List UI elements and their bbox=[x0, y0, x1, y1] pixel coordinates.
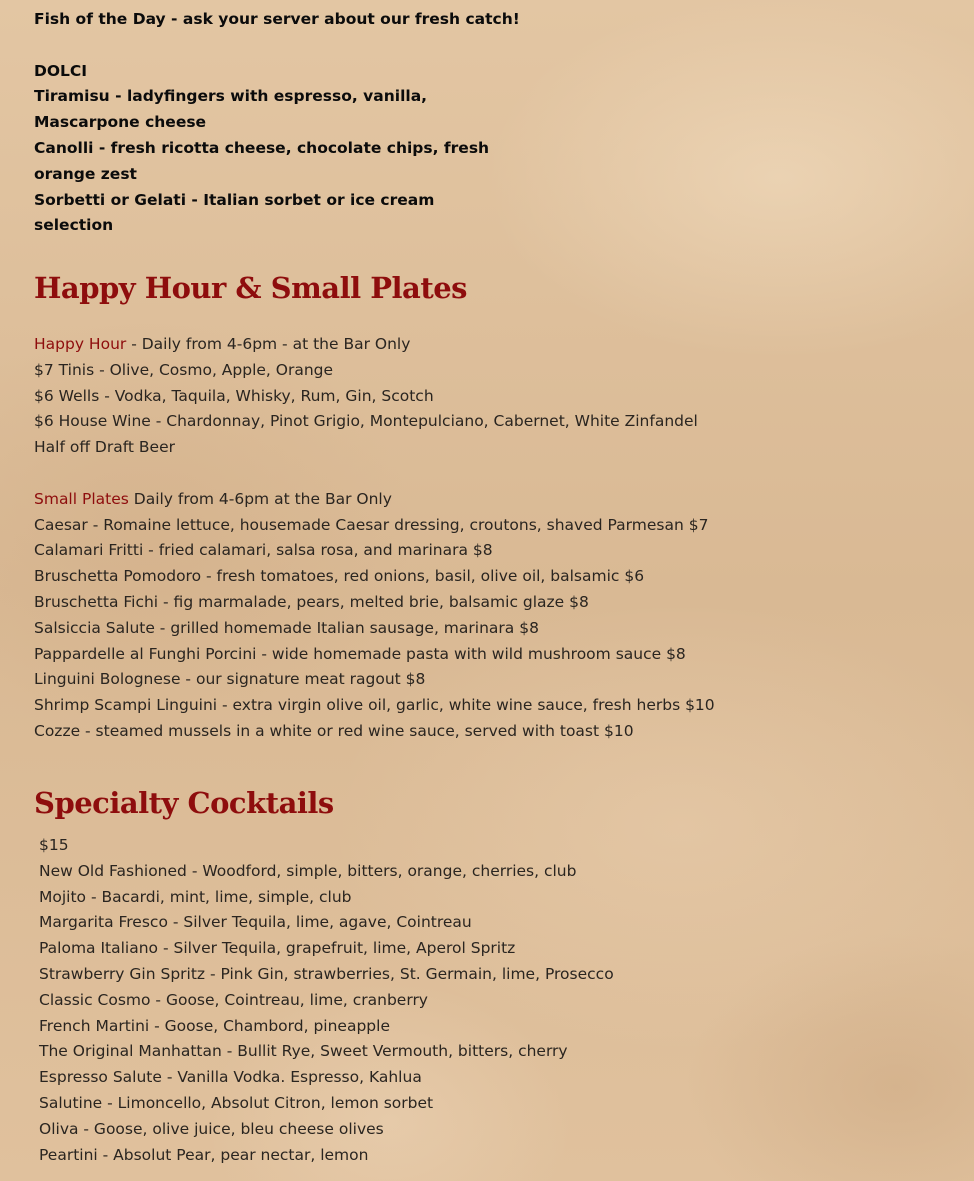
small-plates-label: Small Plates bbox=[34, 489, 129, 508]
small-plate-item: Linguini Bolognese - our signature meat ragout $8 bbox=[34, 670, 426, 689]
small-plates-line bbox=[34, 487, 715, 513]
cocktail-item: Classic Cosmo - Goose, Cointreau, lime, cranberry bbox=[39, 990, 428, 1009]
small-plates-details: Daily from 4-6pm at the Bar Only bbox=[128, 489, 392, 508]
happy-hour-label: Happy Hour bbox=[34, 335, 127, 353]
small-plate-item: Bruschetta Fichi - fig marmalade, pears, melted brie, balsamic glaze $8 bbox=[34, 592, 589, 611]
small-plate-item: Pappardelle al Funghi Porcini - wide homemade pasta with wild mushroom sauce $8 bbox=[34, 644, 686, 663]
cocktails-price: $15 bbox=[39, 836, 69, 854]
cocktail-item: Paloma Italiano - Silver Tequila, grapefruit, lime, Aperol Spritz bbox=[39, 939, 516, 958]
happy-hour-heading: Happy Hour & Small Plates bbox=[34, 271, 468, 305]
cocktail-item: Mojito - Bacardi, mint, lime, simple, club bbox=[39, 887, 352, 906]
happy-hour-item: $6 House Wine - Chardonnay, Pinot Grigio, Montepulciano, Cabernet, White Zinfandel bbox=[34, 412, 698, 431]
happy-hour-item: $6 Wells - Vodka, Taquila, Whisky, Rum, Gin, Scotch bbox=[34, 386, 434, 405]
dolci-item-tiramisu: Tiramisu - ladyfingers with espresso, vanilla, Mascarpone cheese bbox=[34, 87, 428, 132]
happy-hour-line bbox=[34, 332, 715, 358]
happy-hour-item: $7 Tinis - Olive, Cosmo, Apple, Orange bbox=[34, 360, 334, 379]
dolci-item-canolli: Canolli - fresh ricotta cheese, chocolate chips, fresh orange zest bbox=[34, 138, 490, 183]
cocktail-item: Margarita Fresco - Silver Tequila, lime, agave, Cointreau bbox=[39, 913, 472, 932]
cocktail-item: French Martini - Goose, Chambord, pineapple bbox=[39, 1016, 390, 1035]
small-plate-item: Salsiccia Salute - grilled homemade Italian sausage, marinara $8 bbox=[34, 618, 539, 637]
small-plate-item: Shrimp Scampi Linguini - extra virgin olive oil, garlic, white wine sauce, fresh herbs $10 bbox=[34, 696, 715, 715]
happy-hour-details: - Daily from 4-6pm - at the Bar Only bbox=[126, 335, 411, 353]
small-plate-item: Calamari Fritti - fried calamari, salsa rosa, and marinara $8 bbox=[34, 541, 493, 560]
cocktails-heading: Specialty Cocktails bbox=[34, 786, 334, 820]
cocktail-item: Espresso Salute - Vanilla Vodka. Espresso, Kahlua bbox=[39, 1068, 422, 1087]
cocktails-section bbox=[34, 833, 614, 1168]
happy-hour-section bbox=[34, 332, 715, 745]
dolci-item-sorbetti: Sorbetti or Gelati - Italian sorbet or ice cream selection bbox=[34, 190, 435, 235]
small-plate-item: Cozze - steamed mussels in a white or red wine sauce, served with toast $10 bbox=[34, 721, 634, 740]
cocktail-item: New Old Fashioned - Woodford, simple, bitters, orange, cherries, club bbox=[39, 861, 577, 880]
cocktail-item: Peartini - Absolut Pear, pear nectar, lemon bbox=[39, 1145, 369, 1164]
small-plate-item: Caesar - Romaine lettuce, housemade Caesar dressing, croutons, shaved Parmesan $7 bbox=[34, 515, 709, 534]
small-plate-item: Bruschetta Pomodoro - fresh tomatoes, red onions, basil, olive oil, balsamic $6 bbox=[34, 567, 645, 586]
cocktail-item: The Original Manhattan - Bullit Rye, Sweet Vermouth, bitters, cherry bbox=[39, 1042, 568, 1061]
dolci-title: DOLCI bbox=[34, 61, 88, 80]
fish-of-the-day: Fish of the Day - ask your server about our fresh catch! bbox=[34, 10, 520, 28]
cocktail-item: Strawberry Gin Spritz - Pink Gin, strawberries, St. Germain, lime, Prosecco bbox=[39, 964, 614, 983]
cocktail-item: Oliva - Goose, olive juice, bleu cheese olives bbox=[39, 1119, 384, 1138]
happy-hour-item: Half off Draft Beer bbox=[34, 438, 176, 457]
dolci-section bbox=[34, 7, 520, 239]
cocktail-item: Salutine - Limoncello, Absolut Citron, lemon sorbet bbox=[39, 1093, 434, 1112]
